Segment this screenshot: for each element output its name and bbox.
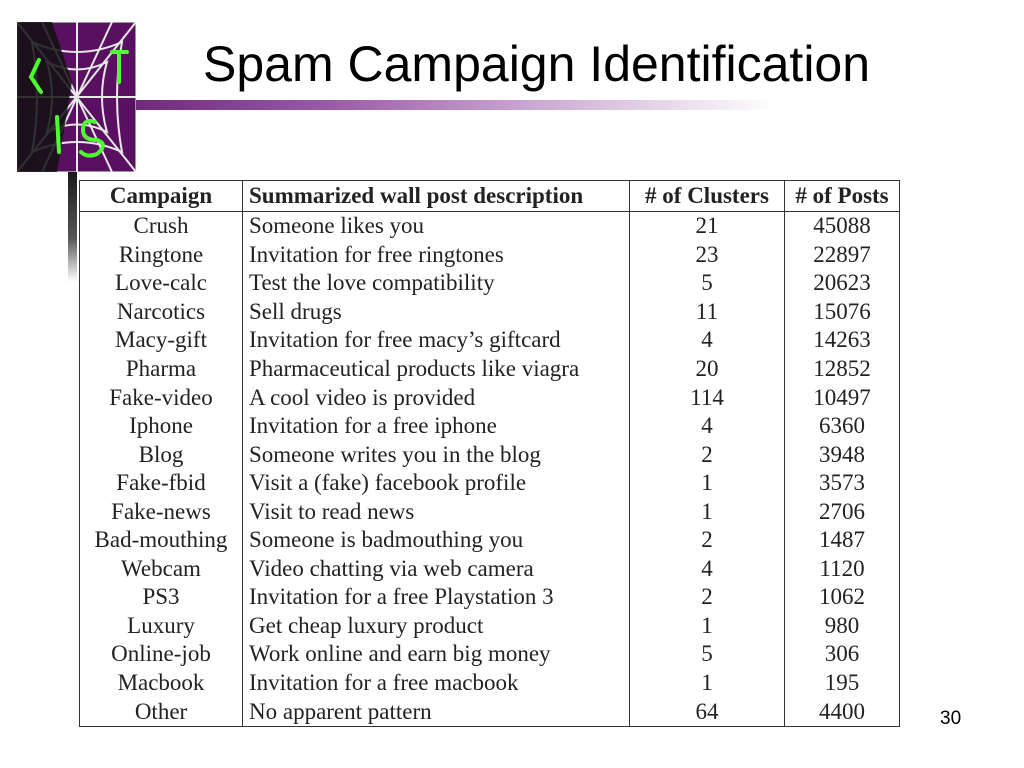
cell-campaign: Online-job — [80, 640, 243, 669]
cell-posts: 306 — [785, 640, 900, 669]
cell-clusters: 4 — [630, 412, 785, 441]
cell-clusters: 5 — [630, 640, 785, 669]
table-row — [80, 298, 900, 327]
cell-description: Pharmaceutical products like viagra — [243, 355, 630, 384]
cell-posts: 22897 — [785, 241, 900, 270]
table-header-row — [80, 181, 900, 212]
cell-description: Get cheap luxury product — [243, 612, 630, 641]
cell-posts: 1062 — [785, 583, 900, 612]
cell-description: Visit a (fake) facebook profile — [243, 469, 630, 498]
cell-campaign: Macbook — [80, 669, 243, 698]
cell-clusters: 64 — [630, 697, 785, 726]
cell-posts: 195 — [785, 669, 900, 698]
cell-posts: 14263 — [785, 326, 900, 355]
cell-description: Someone is badmouthing you — [243, 526, 630, 555]
cell-campaign: Ringtone — [80, 241, 243, 270]
cell-clusters: 1 — [630, 612, 785, 641]
cell-clusters: 1 — [630, 669, 785, 698]
cell-campaign: Blog — [80, 440, 243, 469]
cell-description: Invitation for free ringtones — [243, 241, 630, 270]
header-posts: # of Posts — [785, 181, 900, 212]
cell-campaign: Bad-mouthing — [80, 526, 243, 555]
cell-description: Invitation for a free iphone — [243, 412, 630, 441]
cell-posts: 6360 — [785, 412, 900, 441]
cell-description: Invitation for a free macbook — [243, 669, 630, 698]
cell-posts: 980 — [785, 612, 900, 641]
cell-clusters: 23 — [630, 241, 785, 270]
cell-posts: 1487 — [785, 526, 900, 555]
cell-description: Test the love compatibility — [243, 269, 630, 298]
cell-campaign: Crush — [80, 212, 243, 241]
table-row — [80, 440, 900, 469]
table-row — [80, 612, 900, 641]
cell-posts: 10497 — [785, 383, 900, 412]
cell-posts: 1120 — [785, 555, 900, 584]
header-campaign: Campaign — [80, 181, 243, 212]
cell-description: Work online and earn big money — [243, 640, 630, 669]
cell-clusters: 20 — [630, 355, 785, 384]
campaign-table — [79, 180, 900, 727]
cell-campaign: Iphone — [80, 412, 243, 441]
cell-campaign: Fake-news — [80, 497, 243, 526]
cell-clusters: 5 — [630, 269, 785, 298]
cell-description: Invitation for free macy’s giftcard — [243, 326, 630, 355]
cell-clusters: 4 — [630, 326, 785, 355]
slide-title: Spam Campaign Identification — [203, 36, 871, 92]
cell-posts: 4400 — [785, 697, 900, 726]
cell-clusters: 114 — [630, 383, 785, 412]
table-row — [80, 555, 900, 584]
cell-campaign: Pharma — [80, 355, 243, 384]
cell-posts: 20623 — [785, 269, 900, 298]
page-number: 30 — [940, 708, 962, 729]
cell-clusters: 21 — [630, 212, 785, 241]
header-description: Summarized wall post description — [243, 181, 630, 212]
cell-posts: 45088 — [785, 212, 900, 241]
cell-description: Someone likes you — [243, 212, 630, 241]
campaign-table-container — [79, 180, 900, 727]
table-row — [80, 497, 900, 526]
cell-clusters: 2 — [630, 440, 785, 469]
cell-description: Someone writes you in the blog — [243, 440, 630, 469]
cell-campaign: Love-calc — [80, 269, 243, 298]
table-row — [80, 583, 900, 612]
table-row — [80, 469, 900, 498]
cell-campaign: Webcam — [80, 555, 243, 584]
cell-clusters: 11 — [630, 298, 785, 327]
table-row — [80, 383, 900, 412]
cell-campaign: Luxury — [80, 612, 243, 641]
cell-posts: 12852 — [785, 355, 900, 384]
table-row — [80, 269, 900, 298]
cell-clusters: 1 — [630, 469, 785, 498]
table-row — [80, 526, 900, 555]
cell-description: Sell drugs — [243, 298, 630, 327]
decorative-vertical-bar — [68, 172, 77, 282]
cell-clusters: 4 — [630, 555, 785, 584]
cell-description: Visit to read news — [243, 497, 630, 526]
table-row — [80, 412, 900, 441]
cell-posts: 15076 — [785, 298, 900, 327]
table-row — [80, 640, 900, 669]
table-row — [80, 326, 900, 355]
table-row — [80, 697, 900, 726]
cell-campaign: Fake-fbid — [80, 469, 243, 498]
cell-clusters: 2 — [630, 526, 785, 555]
decorative-title-underline — [136, 100, 776, 110]
cell-clusters: 1 — [630, 497, 785, 526]
cell-campaign: Narcotics — [80, 298, 243, 327]
table-row — [80, 241, 900, 270]
cell-description: Invitation for a free Playstation 3 — [243, 583, 630, 612]
cell-clusters: 2 — [630, 583, 785, 612]
cell-campaign: Macy-gift — [80, 326, 243, 355]
cell-description: No apparent pattern — [243, 697, 630, 726]
cell-campaign: Other — [80, 697, 243, 726]
header-clusters: # of Clusters — [630, 181, 785, 212]
cell-campaign: PS3 — [80, 583, 243, 612]
cell-description: Video chatting via web camera — [243, 555, 630, 584]
cell-posts: 3573 — [785, 469, 900, 498]
table-row — [80, 212, 900, 241]
cell-description: A cool video is provided — [243, 383, 630, 412]
cyber-web-logo-icon — [17, 22, 136, 172]
cell-posts: 3948 — [785, 440, 900, 469]
table-row — [80, 355, 900, 384]
cell-campaign: Fake-video — [80, 383, 243, 412]
cell-posts: 2706 — [785, 497, 900, 526]
table-row — [80, 669, 900, 698]
